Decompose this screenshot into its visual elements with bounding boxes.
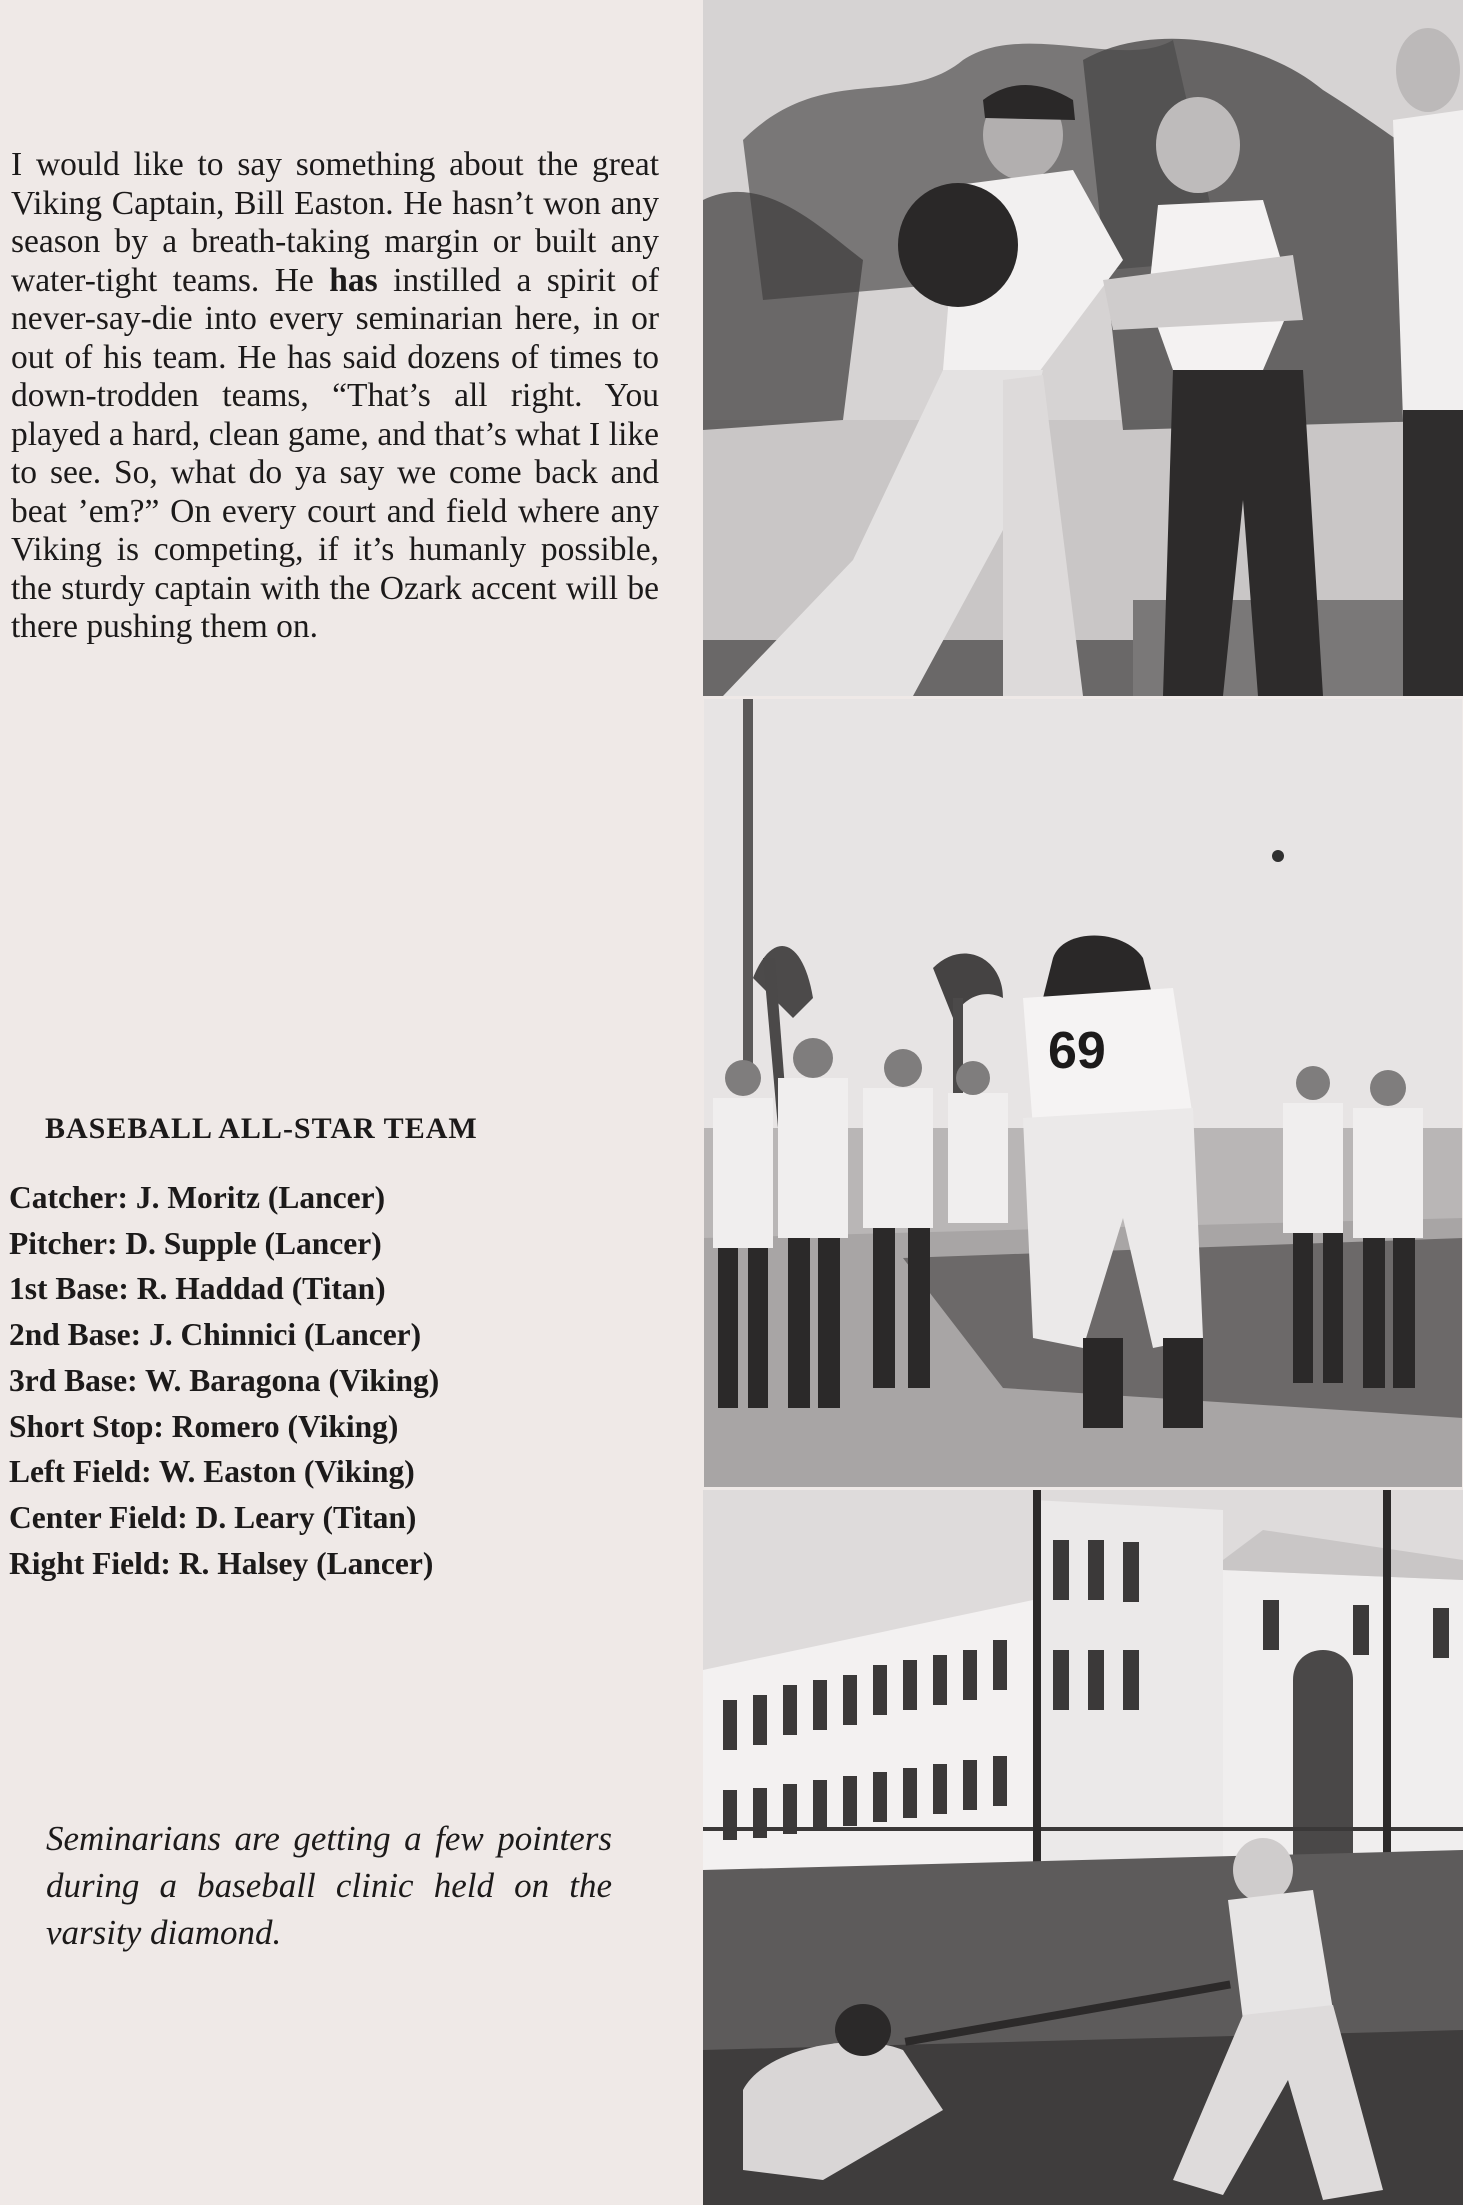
- roster-row-pitcher: [9, 1221, 439, 1267]
- roster-team: (Lancer): [303, 1317, 422, 1353]
- roster-row-left-field: [9, 1449, 439, 1495]
- roster-row-short-stop: [9, 1404, 439, 1450]
- essay-text-before-bold: I would like to say something about the great Viking Captain, Bill Easton. He hasn’t won any season by a breath-taking margin or built any water-tight teams. He: [11, 146, 659, 299]
- roster-team: (Titan): [291, 1271, 386, 1307]
- roster-player: D. Leary: [195, 1499, 315, 1535]
- photo-varsity-diamond-image: [703, 1490, 1463, 2205]
- roster-team: (Viking): [287, 1408, 399, 1444]
- roster-player: R. Halsey: [178, 1545, 309, 1581]
- roster-player: R. Haddad: [136, 1271, 284, 1307]
- roster-position: Short Stop:: [9, 1408, 164, 1444]
- allstar-team-title: BASEBALL ALL-STAR TEAM: [45, 1112, 478, 1145]
- roster-team: (Titan): [322, 1499, 417, 1535]
- photo-glove-demonstration: [703, 0, 1463, 696]
- roster-position: 1st Base:: [9, 1271, 129, 1307]
- roster-player: J. Moritz: [135, 1180, 261, 1215]
- roster-row-center-field: [9, 1495, 439, 1541]
- roster-position: 3rd Base:: [9, 1362, 138, 1398]
- jersey-number: 69: [1048, 1022, 1106, 1080]
- roster-team: (Viking): [303, 1454, 415, 1490]
- roster-position: Left Field:: [9, 1454, 152, 1490]
- essay-text-after-bold: instilled a spirit of never-say-die into every seminarian here, in or out of his team. He has said dozens of times to down-trodden teams, “That’s all right. You played a hard, clean game, and that’s what I like to see. So, what do ya say we come back and beat ’em?” On every court and field where any Viking is competing, if it’s humanly possible, the sturdy captain with the Ozark accent will be there pushing them on.: [11, 261, 659, 645]
- roster-team: (Lancer): [316, 1545, 434, 1581]
- roster-team: (Viking): [328, 1362, 440, 1398]
- roster-player: W. Easton: [158, 1454, 297, 1490]
- roster-player: Romero: [171, 1408, 280, 1444]
- photo-varsity-diamond: [703, 1490, 1463, 2205]
- roster-row-second-base: [9, 1312, 439, 1358]
- roster-row-first-base: [9, 1266, 439, 1312]
- roster-team: (Lancer): [267, 1180, 386, 1215]
- photo-batting-clinic-image: [703, 698, 1463, 1488]
- essay-bold-word: has: [329, 261, 378, 299]
- roster-player: J. Chinnici: [149, 1317, 297, 1353]
- text-column: [0, 0, 700, 2205]
- roster-position: Catcher:: [9, 1180, 128, 1215]
- roster-position: Pitcher:: [9, 1225, 118, 1261]
- roster-player: D. Supple: [125, 1225, 257, 1261]
- roster-player: W. Baragona: [144, 1362, 321, 1398]
- roster-position: Right Field:: [9, 1545, 171, 1581]
- roster-row-right-field: [9, 1541, 439, 1587]
- photo-glove-demonstration-image: [703, 0, 1463, 696]
- photo-caption: Seminarians are getting a few pointers during a baseball clinic held on the varsity diamond.: [46, 1819, 612, 1952]
- roster-position: Center Field:: [9, 1499, 188, 1535]
- roster-row-catcher: [9, 1175, 439, 1221]
- roster-team: (Lancer): [264, 1225, 382, 1261]
- roster-position: 2nd Base:: [9, 1317, 142, 1353]
- essay-text: [11, 146, 659, 647]
- photo-batting-clinic: [703, 698, 1463, 1488]
- roster-row-third-base: [9, 1358, 439, 1404]
- essay-paragraph: [11, 146, 659, 647]
- allstar-roster: [9, 1175, 439, 1586]
